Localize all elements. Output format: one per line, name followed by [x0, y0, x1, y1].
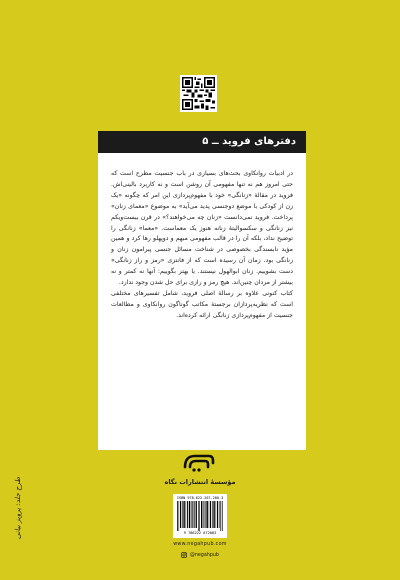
- instagram-handle: @negahpub: [190, 552, 219, 558]
- isbn-label: ISBN 978-622-267-200-3: [176, 496, 224, 500]
- social-handle: [140, 552, 260, 558]
- series-title: دفترهای فروید ــ ۵: [202, 136, 296, 147]
- qr-code-icon: [180, 75, 217, 112]
- description-text: در ادبیات روانکاوی بحث‌های بسیاری در باب جنسیت مطرح است که حتی امروز هم نه تنها مفهومی آن روشن است و نه کاربرد بالینی‌اش. فروید در مقالهٔ «زنانگی» خود با مفهوم‌پردازی این امر که چگونه «یک زن از کودکی با موضع دوجنسی پدید می‌آید» به موضوع «معمای زنان» پرداخت. فروید نمی‌دانست «زنان چه می‌خواهند؟» در قرن بیست‌ویکم نیز زنانگی و سکسوالیتهٔ زنانه هنوز یک معماست. «معما» زنانگی را توضیح نداد، بلکه آن را در قالب مفهومی مبهم و دوپهلو رها کرد و همین مؤید نابسندگی بخصوصی در شناخت مسائل جنسی پیرامون زنان و زنانگی بود. زمان آن رسیده است که از فانتزی «رمز و راز زنانگی» دست بشوییم. زنان ابوالهول نیستند. یا بهتر بگوییم: آنها نه کمتر و نه بیشتر از مردان چنین‌اند. هیچ رمز و رازی برای حل شدن وجود ندارد. کتاب کنونی علاوه بر رسالهٔ اصلی فروید، شامل تفسیرهای مختلفی است که نظریه‌پردازان برجستهٔ مکاتب گوناگون روانکاوی و مطالعات جنسیت از مفهوم‌پردازی زنانگی ارائه کرده‌اند.: [111, 170, 293, 319]
- cover-designer-text: طرح جلد: پرویز بیانی: [14, 476, 23, 540]
- publisher-website: www.negahpub.com: [173, 542, 227, 547]
- description-panel: [98, 153, 306, 450]
- cover-designer-signature: [6, 468, 30, 548]
- instagram-icon: [181, 552, 187, 558]
- negah-logo-icon: [182, 452, 216, 474]
- publisher-name: مؤسسهٔ انتشارات نگاه: [164, 478, 236, 486]
- barcode-digits: 9 786222 672003: [183, 531, 217, 535]
- series-title-bar: [98, 131, 306, 153]
- isbn-barcode: [173, 494, 227, 538]
- barcode-icon: [176, 501, 224, 531]
